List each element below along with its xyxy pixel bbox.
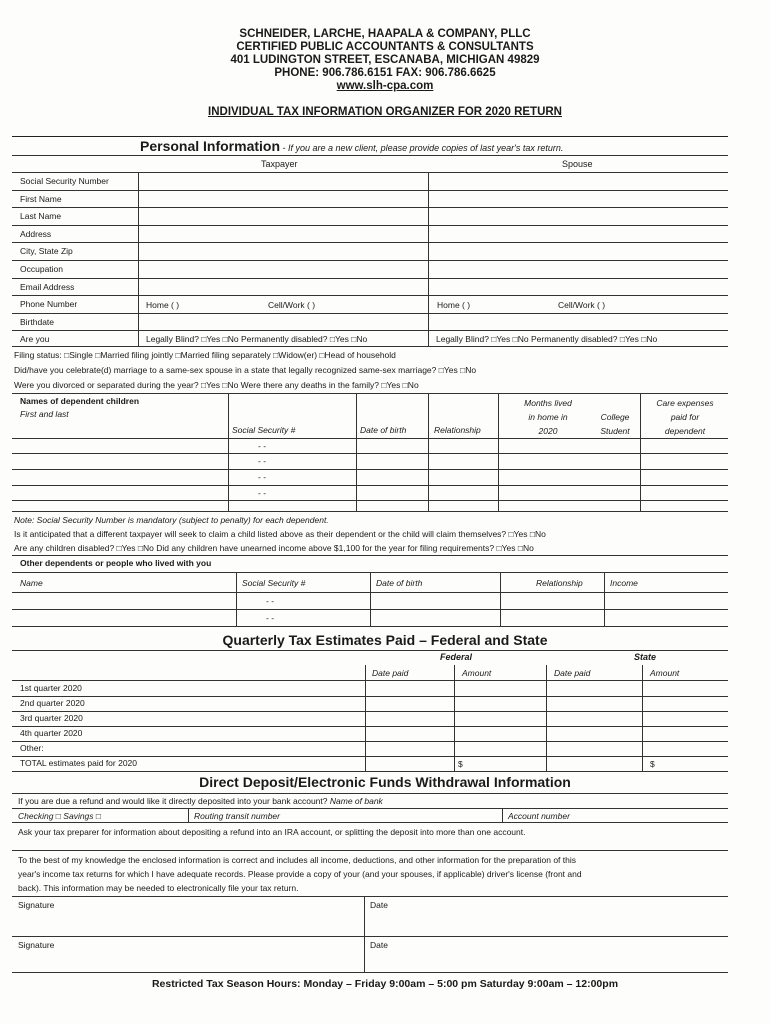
personal-row-label: Phone Number: [20, 299, 78, 309]
dependents-col-months: [508, 396, 588, 438]
checking-savings[interactable]: Checking □ Savings □: [18, 811, 102, 821]
dependents-q2[interactable]: Are any children disabled? □Yes □No Did any children have unearned income above $1,100 for the year for filing requirements? □Yes □No: [14, 543, 534, 553]
dependent-row[interactable]: [12, 454, 728, 467]
federal-amount: Amount: [462, 668, 492, 678]
dependent-ssn-dashes: - -: [258, 488, 267, 498]
dependents-note: Note: Social Security Number is mandatory (subject to penalty) for each dependent.: [14, 515, 329, 525]
spouse-are-you[interactable]: Legally Blind? □Yes □No Permanently disabled? □Yes □No: [436, 334, 658, 344]
date-label-1[interactable]: Date: [370, 900, 388, 910]
other-col-income: Income: [610, 578, 638, 588]
signature-label-2[interactable]: Signature: [18, 940, 55, 950]
months-line-1: Months lived: [524, 398, 572, 408]
col-spouse: Spouse: [562, 159, 593, 169]
firm-phone: PHONE: 906.786.6151 FAX: 906.786.6625: [274, 67, 496, 79]
spouse-field[interactable]: [430, 315, 726, 328]
cert-line-1: To the best of my knowledge the enclosed information is correct and includes all income, deductions, and other information for the preparation of this: [18, 855, 577, 865]
personal-row-label: Email Address: [20, 282, 75, 292]
taxpayer-field[interactable]: [140, 209, 426, 222]
other-ssn-dashes-2: - -: [266, 613, 275, 623]
spouse-phone-home[interactable]: Home ( ): [437, 300, 471, 310]
other-dependents-title: Other dependents or people who lived with you: [20, 558, 212, 568]
personal-note: - If you are a new client, please provide copies of last year's tax return.: [280, 143, 564, 153]
personal-row-divider: [12, 207, 728, 208]
form-title: INDIVIDUAL TAX INFORMATION ORGANIZER FOR 2020 RETURN: [208, 106, 562, 118]
estimate-row-label: 3rd quarter 2020: [20, 713, 83, 723]
taxpayer-field[interactable]: [140, 244, 426, 257]
personal-row-label: Last Name: [20, 211, 62, 221]
personal-row-divider: [12, 278, 728, 279]
bank-name-label[interactable]: Name of bank: [329, 796, 383, 806]
personal-row-divider: [12, 295, 728, 296]
taxpayer-phone-home[interactable]: Home ( ): [146, 300, 180, 310]
deposit-question-text: If you are due a refund and would like it directly deposited into your bank account?: [18, 796, 328, 806]
personal-title: Personal Information: [140, 138, 281, 154]
care-line-2: paid for: [670, 412, 700, 422]
personal-row-label: Birthdate: [20, 317, 55, 327]
college-line-1: College: [600, 412, 630, 422]
routing-number-label[interactable]: Routing transit number: [194, 811, 280, 821]
estimate-row-divider: [12, 771, 728, 772]
other-col-dob: Date of birth: [376, 578, 423, 588]
divorced-question[interactable]: Were you divorced or separated during the year? □Yes □No Were there any deaths in the family? □Yes □No: [14, 380, 419, 390]
taxpayer-field[interactable]: [140, 227, 426, 240]
federal-total-dollar: $: [458, 759, 463, 769]
spouse-field[interactable]: [430, 262, 726, 275]
personal-row-divider: [12, 172, 728, 173]
taxpayer-field[interactable]: [140, 315, 426, 328]
care-line-1: Care expenses: [656, 398, 714, 408]
taxpayer-field[interactable]: [140, 174, 426, 187]
deposit-question: [18, 796, 383, 806]
dependent-row-divider: [12, 500, 728, 501]
estimates-state: State: [634, 652, 657, 662]
personal-row-divider: [12, 346, 728, 347]
other-col-relationship: Relationship: [536, 578, 583, 588]
taxpayer-are-you[interactable]: Legally Blind? □Yes □No Permanently disabled? □Yes □No: [146, 334, 368, 344]
dependents-q1[interactable]: Is it anticipated that a different taxpayer will seek to claim a child listed above as their dependent or the child will claim themselves? □Yes □No: [14, 529, 546, 539]
state-total-dollar: $: [650, 759, 655, 769]
personal-row-label: First Name: [20, 194, 62, 204]
personal-row-divider: [12, 225, 728, 226]
personal-row-divider: [12, 330, 728, 331]
personal-row-divider: [12, 242, 728, 243]
firm-address: 401 LUDINGTON STREET, ESCANABA, MICHIGAN 49829: [230, 54, 540, 66]
personal-row-label: Address: [20, 229, 52, 239]
personal-section-heading: [140, 138, 563, 156]
dependents-subtitle: First and last: [20, 409, 69, 419]
other-col-ssn: Social Security #: [242, 578, 306, 588]
same-sex-question[interactable]: Did/have you celebrate(d) marriage to a same-sex spouse in a state that legally recognized same-sex marriage? □Yes □No: [14, 365, 477, 375]
other-col-name: Name: [20, 578, 43, 588]
dependent-ssn-dashes: - -: [258, 472, 267, 482]
taxpayer-field[interactable]: [140, 262, 426, 275]
taxpayer-phone-cell[interactable]: Cell/Work ( ): [268, 300, 316, 310]
spouse-field[interactable]: [430, 244, 726, 257]
spouse-field[interactable]: [430, 280, 726, 293]
estimate-row-label: 2nd quarter 2020: [20, 698, 85, 708]
estimate-row-label: 4th quarter 2020: [20, 728, 83, 738]
account-number-label[interactable]: Account number: [508, 811, 570, 821]
taxpayer-field[interactable]: [140, 192, 426, 205]
spouse-field[interactable]: [430, 192, 726, 205]
deposit-title: Direct Deposit/Electronic Funds Withdrawal Information: [199, 774, 571, 790]
signature-label-1[interactable]: Signature: [18, 900, 55, 910]
dependent-ssn-dashes: - -: [258, 441, 267, 451]
spouse-field[interactable]: [430, 227, 726, 240]
dependent-row[interactable]: [12, 470, 728, 483]
federal-date-paid: Date paid: [372, 668, 409, 678]
spouse-phone-cell[interactable]: Cell/Work ( ): [558, 300, 606, 310]
cert-line-3: back). This information may be needed to electronically file your tax return.: [18, 883, 299, 893]
ira-note: Ask your tax preparer for information about depositing a refund into an IRA account, or splitting the deposit into more than one account.: [18, 827, 526, 837]
spouse-field[interactable]: [430, 209, 726, 222]
firm-website[interactable]: www.slh-cpa.com: [336, 80, 434, 92]
dependents-col-dob: Date of birth: [360, 425, 407, 435]
state-amount: Amount: [650, 668, 680, 678]
taxpayer-field[interactable]: [140, 280, 426, 293]
personal-row-label: Social Security Number: [20, 176, 109, 186]
dependent-row[interactable]: [12, 439, 728, 452]
col-taxpayer: Taxpayer: [261, 159, 298, 169]
dependent-row[interactable]: [12, 486, 728, 499]
dependent-row-divider: [12, 511, 728, 512]
firm-subtitle: CERTIFIED PUBLIC ACCOUNTANTS & CONSULTANTS: [236, 41, 534, 53]
filing-status[interactable]: Filing status: □Single □Married filing jointly □Married filing separately □Widow(er) □Head of household: [14, 350, 396, 360]
care-line-3: dependent: [664, 426, 706, 436]
estimate-row-label: Other:: [20, 743, 44, 753]
personal-row-label: Occupation: [20, 264, 63, 274]
dependents-col-relationship: Relationship: [434, 425, 481, 435]
dependents-col-ssn: Social Security #: [232, 425, 296, 435]
personal-row-divider: [12, 190, 728, 191]
personal-row-divider: [12, 260, 728, 261]
cert-line-2: year's income tax returns for which I have adequate records. Please provide a copy of your (and your spouses, if applicable) driver's license (front and: [18, 869, 582, 879]
estimates-title: Quarterly Tax Estimates Paid – Federal and State: [222, 632, 548, 648]
personal-row-divider: [12, 313, 728, 314]
dependents-title: Names of dependent children: [20, 396, 140, 406]
dependent-ssn-dashes: - -: [258, 456, 267, 466]
spouse-field[interactable]: [430, 174, 726, 187]
personal-row-label: City, State Zip: [20, 246, 73, 256]
other-ssn-dashes-1: - -: [266, 596, 275, 606]
tax-season-hours: Restricted Tax Season Hours: Monday – Friday 9:00am – 5:00 pm Saturday 9:00am – 12:00pm: [151, 978, 619, 990]
date-label-2[interactable]: Date: [370, 940, 388, 950]
dependents-col-care: [645, 396, 725, 438]
estimates-federal: Federal: [440, 652, 473, 662]
state-date-paid: Date paid: [554, 668, 591, 678]
months-line-3: 2020: [538, 426, 558, 436]
personal-row-label: Are you: [20, 334, 50, 344]
estimate-row-label: TOTAL estimates paid for 2020: [20, 758, 138, 768]
college-line-2: Student: [600, 426, 630, 436]
months-line-2: in home in: [528, 412, 568, 422]
firm-name: SCHNEIDER, LARCHE, HAAPALA & COMPANY, PLLC: [239, 28, 531, 40]
estimate-row-label: 1st quarter 2020: [20, 683, 82, 693]
dependents-col-college: [590, 410, 640, 438]
